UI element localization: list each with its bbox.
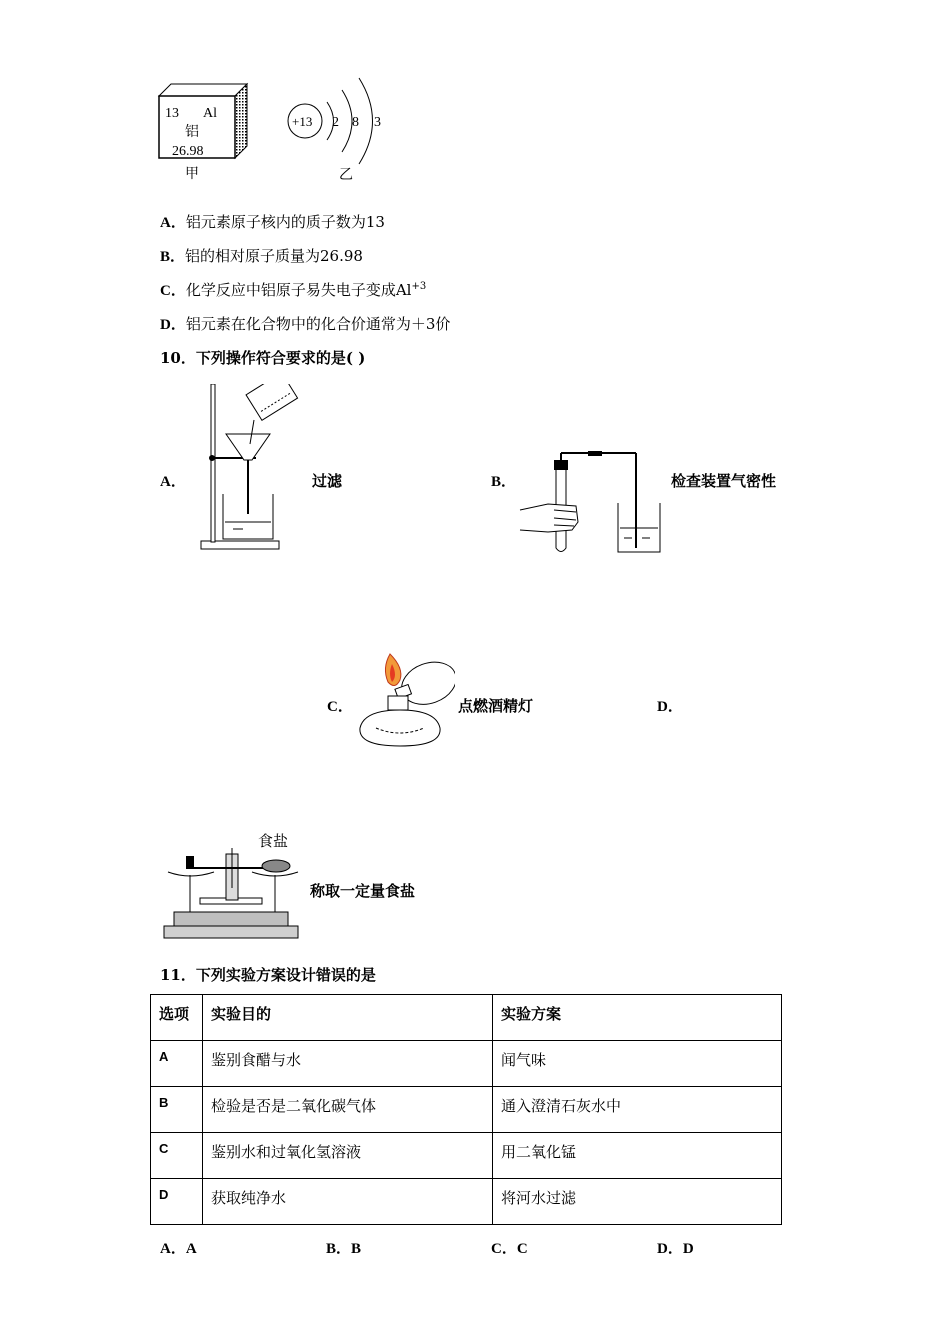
header-option: 选项 xyxy=(151,995,203,1041)
q11-answer-c: C．C xyxy=(491,1241,528,1257)
caption-yi: 乙 xyxy=(339,168,353,183)
caption-jia: 甲 xyxy=(185,167,199,182)
q9-option-c: C．化学反应中铝原子易失电子变成$Al^{+3}$ xyxy=(160,281,427,299)
row-plan: 将河水过滤 xyxy=(493,1179,782,1225)
airtightness-figure xyxy=(518,448,673,558)
element-name: 铝 xyxy=(185,125,199,140)
experiment-table xyxy=(150,994,782,1225)
q10-option-b-caption: 检查装置气密性 xyxy=(671,472,777,490)
row-key: B xyxy=(151,1087,203,1133)
q11-answer-a: A．A xyxy=(160,1241,197,1257)
table-row xyxy=(151,1087,782,1133)
shell-3: 3 xyxy=(374,115,381,130)
element-mass: 26.98 xyxy=(172,144,204,159)
header-goal: 实验目的 xyxy=(203,995,493,1041)
row-plan: 通入澄清石灰水中 xyxy=(493,1087,782,1133)
q10-option-d-key: D． xyxy=(657,699,683,715)
q9-option-a: A．铝元素原子核内的质子数为13 xyxy=(160,213,385,231)
alcohol-lamp-figure xyxy=(350,646,455,756)
shell-1: 2 xyxy=(332,115,339,130)
q10-option-a-caption: 过滤 xyxy=(312,472,343,490)
salt-label: 食盐 xyxy=(258,832,289,850)
q10-option-b-key: B． xyxy=(491,474,517,490)
q9-option-d: D．铝元素在化合物中的化合价通常为＋3价 xyxy=(160,315,451,333)
row-key: A xyxy=(151,1041,203,1087)
row-key: D xyxy=(151,1179,203,1225)
nucleus-charge: +13 xyxy=(292,114,313,129)
table-row xyxy=(151,1133,782,1179)
q10-option-d-caption: 称取一定量食盐 xyxy=(310,882,416,900)
table-header-row xyxy=(151,995,782,1041)
element-cell-figure xyxy=(155,80,255,190)
q9-option-b: B．铝的相对原子质量为26.98 xyxy=(160,247,363,265)
q11-answer-d: D．D xyxy=(657,1241,694,1257)
q11-answer-b: B．B xyxy=(326,1241,362,1257)
q11-stem: 11．下列实验方案设计错误的是 xyxy=(160,966,376,984)
q10-option-c-key: C． xyxy=(327,699,353,715)
q10-option-c-caption: 点燃酒精灯 xyxy=(458,697,534,715)
row-goal: 鉴别水和过氧化氢溶液 xyxy=(203,1133,493,1179)
header-plan: 实验方案 xyxy=(493,995,782,1041)
shell-2: 8 xyxy=(352,115,359,130)
q10-stem: 10．下列操作符合要求的是( ) xyxy=(160,349,366,367)
row-plan: 用二氧化锰 xyxy=(493,1133,782,1179)
q10-option-a-key: A． xyxy=(160,474,186,490)
element-number: 13 xyxy=(165,106,179,121)
table-row xyxy=(151,1179,782,1225)
row-goal: 鉴别食醋与水 xyxy=(203,1041,493,1087)
table-row xyxy=(151,1041,782,1087)
filtration-figure xyxy=(198,384,313,554)
row-key: C xyxy=(151,1133,203,1179)
atom-structure-figure xyxy=(282,72,392,190)
row-goal: 获取纯净水 xyxy=(203,1179,493,1225)
element-symbol: Al xyxy=(203,106,217,121)
balance-figure xyxy=(160,848,305,943)
row-plan: 闻气味 xyxy=(493,1041,782,1087)
row-goal: 检验是否是二氧化碳气体 xyxy=(203,1087,493,1133)
